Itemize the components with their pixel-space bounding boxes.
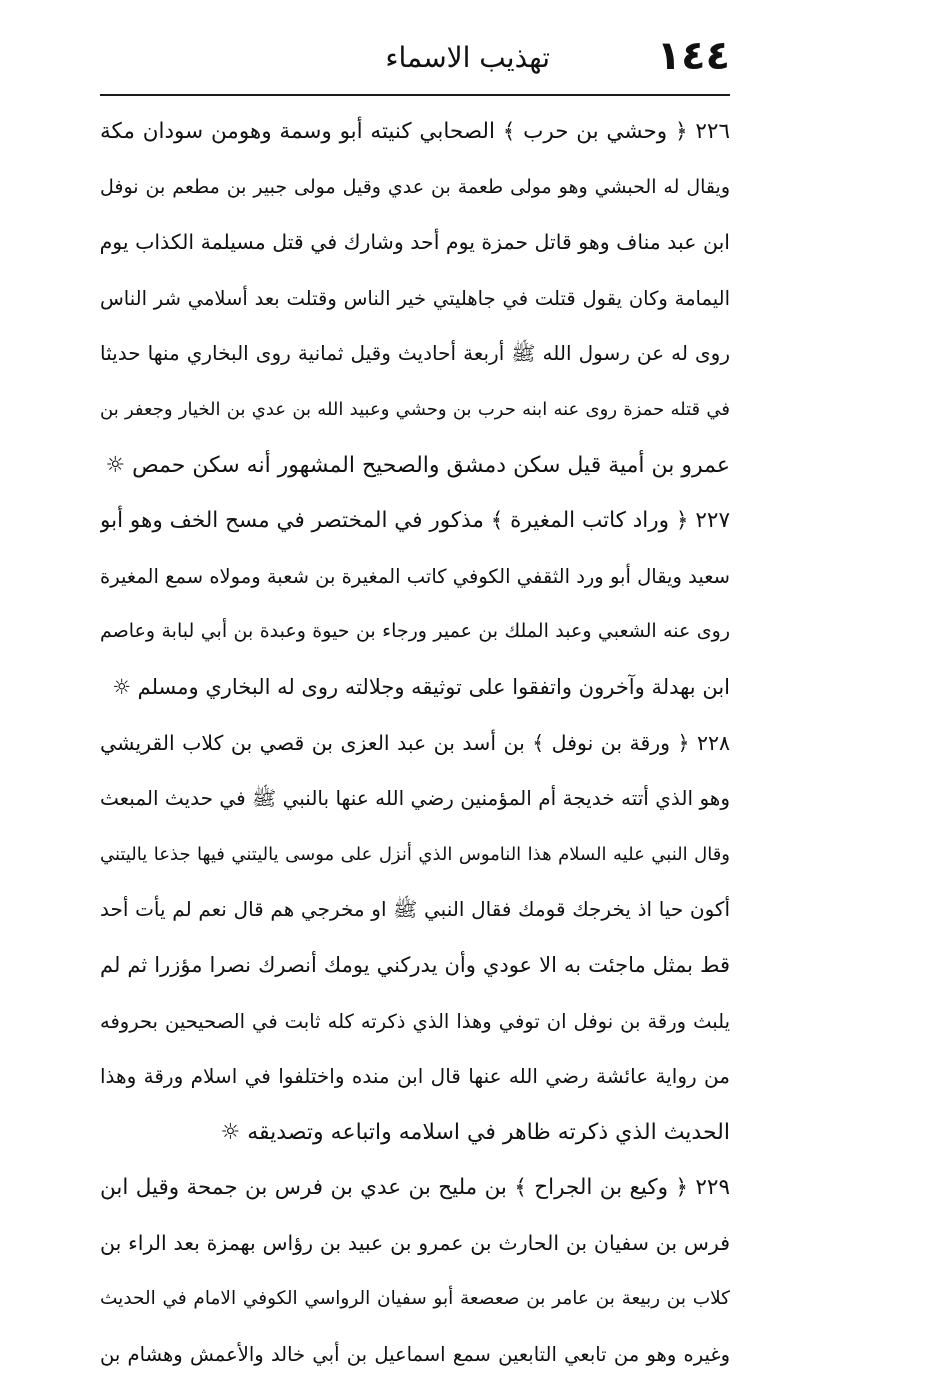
text-line: الحديث الذي ذكرته ظاهر في اسلامه واتباعه وتصديقه ☼ [220, 1119, 730, 1145]
text-line: في قتله حمزة روى عنه ابنه حرب بن وحشي وعبيد الله بن عدي بن الخيار وجعفر بن [100, 398, 730, 420]
text-line: ٢٢٦ ﴿ وحشي بن حرب ﴾ الصحابي كنيته أبو وسمة وهومن سودان مكة [100, 119, 730, 144]
text-line: ٢٢٩ ﴿ وكيع بن الجراح ﴾ بن مليح بن عدي بن فرس بن جمحة وقيل ابن [100, 1175, 730, 1201]
text-line: روى له عن رسول الله ﷺ أربعة أحاديث وقيل ثمانية روى البخاري منها حديثا [100, 341, 730, 366]
text-line: وهو الذي أتته خديجة أم المؤمنين رضي الله عنها بالنبي ﷺ في حديث المبعث [100, 786, 730, 811]
text-line: يلبث ورقة بن نوفل ان توفي وهذا الذي ذكرته كله ثابت في الصحيحين بحروفه [100, 1009, 730, 1033]
page-header [100, 30, 730, 84]
text-line: ٢٢٧ ﴿ وراد كاتب المغيرة ﴾ مذكور في المختصر في مسح الخف وهو أبو [100, 508, 730, 534]
text-line: عمرو بن أمية قيل سكن دمشق والصحيح المشهور أنه سكن حمص ☼ [105, 452, 730, 478]
text-line: ويقال له الحبشي وهو مولى طعمة بن عدي وقيل مولى جبير بن مطعم بن نوفل [100, 175, 730, 198]
text-line: ابن عبد مناف وهو قاتل حمزة يوم أحد وشارك في قتل مسيلمة الكذاب يوم [100, 230, 730, 255]
text-line: سعيد ويقال أبو ورد الثقفي الكوفي كاتب المغيرة بن شعبة ومولاه سمع المغيرة [100, 564, 730, 588]
body-text [100, 104, 730, 1383]
text-line: اليمامة وكان يقول قتلت في جاهليتي خير الناس وقتلت بعد أسلامي شر الناس [100, 286, 730, 310]
text-line: ٢٢٨ ﴿ ورقة بن نوفل ﴾ بن أسد بن عبد العزى بن قصي بن كلاب القريشي [100, 730, 730, 755]
text-line: أكون حيا اذ يخرجك قومك فقال النبي ﷺ او مخرجي هم قال نعم لم يأت أحد [100, 897, 730, 922]
page-number: ١٤٤ [656, 33, 730, 79]
text-line: روى عنه الشعبي وعبد الملك بن عمير ورجاء بن حيوة وعبدة بن أبي لبابة وعاصم [100, 620, 730, 643]
running-title: تهذيب الاسماء [385, 41, 550, 74]
text-line: فرس بن سفيان بن الحارث بن عمرو بن عبيد بن رؤاس بهمزة بعد الراء بن [100, 1230, 730, 1255]
text-line: وغيره وهو من تابعي التابعين سمع اسماعيل بن أبي خالد والأعمش وهشام بن [100, 1343, 730, 1367]
header-rule [100, 94, 730, 96]
text-line: كلاب بن ربيعة بن عامر بن صعصعة أبو سفيان الرواسي الكوفي الامام في الحديث [100, 1288, 730, 1310]
text-line: ابن بهدلة وآخرون واتفقوا على توثيقه وجلالته روى له البخاري ومسلم ☼ [112, 674, 730, 699]
text-line: وقال النبي عليه السلام هذا الناموس الذي أنزل على موسى ياليتني فيها جذعا ياليتني [100, 843, 730, 865]
text-line: من رواية عائشة رضي الله عنها قال ابن منده واختلفوا في اسلام ورقة وهذا [100, 1064, 730, 1089]
text-line: قط بمثل ماجئت به الا عودي وأن يدركني يومك أنصرك نصرا مؤزرا ثم لم [100, 952, 730, 977]
